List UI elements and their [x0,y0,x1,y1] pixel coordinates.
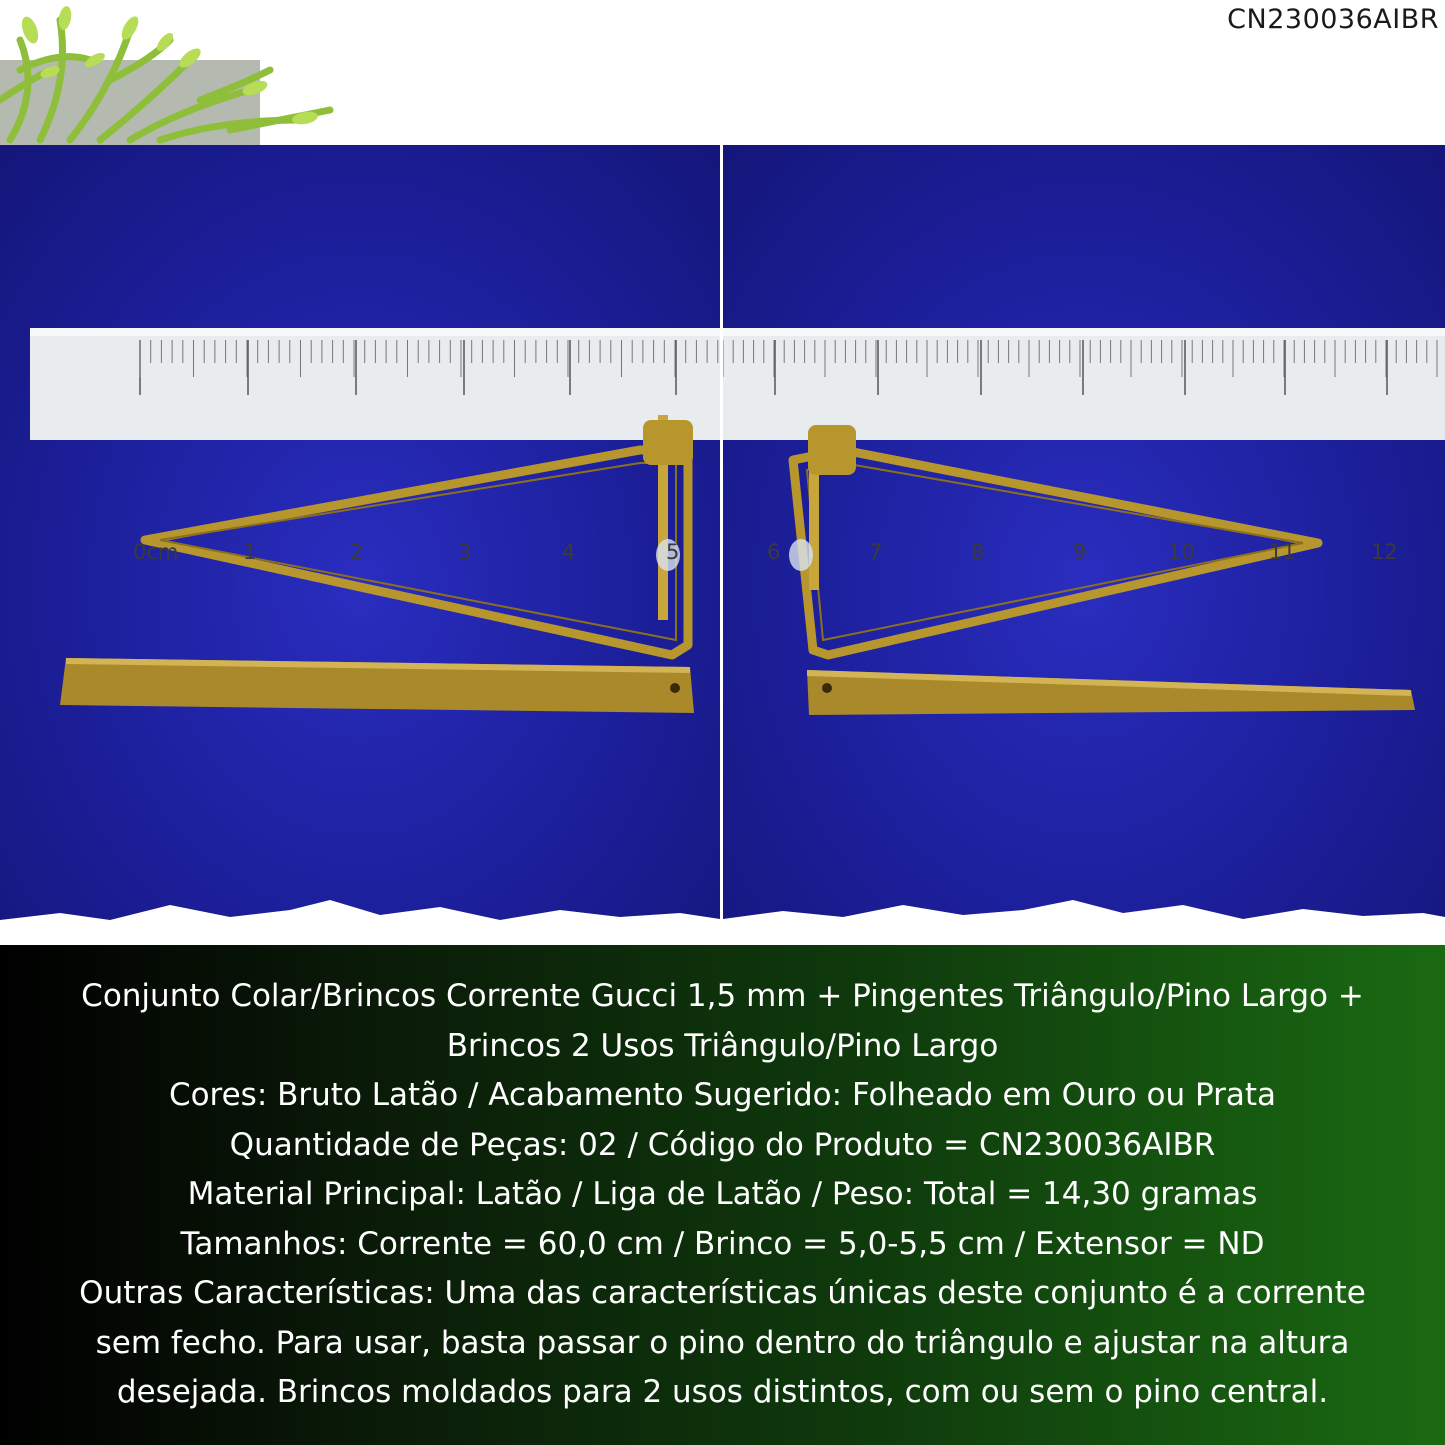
earring-photo-left [0,145,720,945]
ruler-label: 0cm [133,540,179,564]
product-code-header: CN230036AIBR [1227,4,1439,35]
description-line: Outras Características: Uma das características únicas deste conjunto é a corrente [79,1275,1366,1311]
ruler-label: 12 [1371,540,1398,564]
ruler-label: 10 [1168,540,1195,564]
product-description [0,945,1445,1445]
ruler-label: 5 [666,540,680,564]
description-line: Tamanhos: Corrente = 60,0 cm / Brinco = 5,0-5,5 cm / Extensor = ND [180,1225,1265,1262]
description-line: Conjunto Colar/Brincos Corrente Gucci 1,5 mm + Pingentes Triângulo/Pino Largo + [81,978,1364,1014]
ruler-label: 6 [767,540,781,564]
description-line: Cores: Bruto Latão / Acabamento Sugerido: Folheado em Ouro ou Prata [168,1077,1277,1113]
ruler-label: 9 [1073,540,1087,564]
ruler-label: 7 [869,540,883,564]
ruler-label: 8 [971,540,985,564]
description-line: Brincos 2 Usos Triângulo/Pino Largo [446,1027,999,1064]
ruler-label: 1 [243,540,257,564]
ruler-label: 2 [350,540,364,564]
earring-photo-right [723,145,1445,945]
plant-decoration-icon [0,0,350,145]
ruler-label: 11 [1269,540,1296,564]
description-line: Quantidade de Peças: 02 / Código do Produto = CN230036AIBR [229,1126,1216,1163]
description-line: sem fecho. Para usar, basta passar o pino dentro do triângulo e ajustar na altura [95,1324,1350,1361]
ruler-label: 3 [458,540,472,564]
ruler-label: 4 [562,540,576,564]
description-line: Material Principal: Latão / Liga de Latão / Peso: Total = 14,30 gramas [187,1176,1258,1212]
description-line: desejada. Brincos moldados para 2 usos distintos, com ou sem o pino central. [116,1374,1329,1410]
